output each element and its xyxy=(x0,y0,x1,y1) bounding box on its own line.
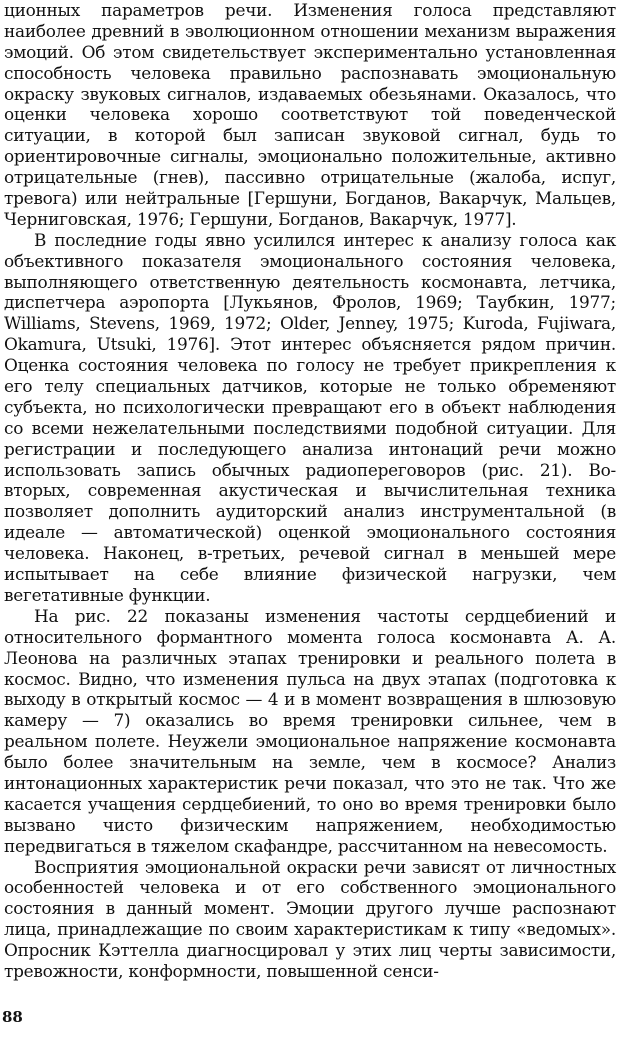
paragraph-2: В последние годы явно усилился интерес к анализу голоса как объективного показателя эмоционального состояния человека, выполняющего ответственную деятельность космонавта, летчика, диспетчера аэропорта [Лукьянов, Фролов, 1969; Таубкин, 1977; Williams, Stevens, 1969, 1972; Older, Jenney, 1975; Kuroda, Fujiwara, Okamura, Utsuki, 1976]. Этот интерес объясняется рядом причин. Оценка состояния человека по голосу не требует прикрепления к его телу специальных датчиков, которые не только обременяют субъекта, но психологически превращают его в объект наблюдения со всеми нежелательными последствиями подобной ситуации. Для регистрации и последующего анализа интонаций речи можно использовать запись обычных радиопереговоров (рис. 21). Во-вторых, современная акустическая и вычислительная техника позволяет дополнить аудиторский анализ инструментальной (в идеале — автоматической) оценкой эмоционального состояния человека. Наконец, в-третьих, речевой сигнал в меньшей мере испытывает на себе влияние физической нагрузки, чем вегетативные функции. xyxy=(4,229,616,605)
paragraph-4: Восприятия эмоциональной окраски речи зависят от личностных особенностей человека и от его собственного эмоционального состояния в данный момент. Эмоции другого лучше распознают лица, принадлежащие по своим характеристикам к типу «ведомых». Опросник Кэттелла диагносцировал у этих лиц черты зависимости, тревожности, конформности, повышенной сенси- xyxy=(4,856,616,981)
book-page xyxy=(4,0,616,1053)
page-number: 88 xyxy=(2,1008,23,1026)
paragraph-1: ционных параметров речи. Изменения голоса представляют наиболее древний в эволюционном отношении механизм выражения эмоций. Об этом свидетельствует экспериментально установленная способность человека правильно распознавать эмоциональную окраску звуковых сигналов, издаваемых обезьянами. Оказалось, что оценки человека хорошо соответствуют той поведенческой ситуации, в которой был записан звуковой сигнал, будь то ориентировочные сигналы, эмоционально положительные, активно отрицательные (гнев), пассивно отрицательные (жалоба, испуг, тревога) или нейтральные [Гершуни, Богданов, Вакарчук, Мальцев, Черниговская, 1976; Гершуни, Богданов, Вакарчук, 1977]. xyxy=(4,0,616,229)
paragraph-3: На рис. 22 показаны изменения частоты сердцебиений и относительного формантного момента голоса космонавта А. А. Леонова на различных этапах тренировки и реального полета в космос. Видно, что изменения пульса на двух этапах (подготовка к выходу в открытый космос — 4 и в момент возвращения в шлюзовую камеру — 7) оказались во время тренировки сильнее, чем в реальном полете. Неужели эмоциональное напряжение космонавта было более значительным на земле, чем в космосе? Анализ интонационных характеристик речи показал, что это не так. Что же касается учащения сердцебиений, то оно во время тренировки было вызвано чисто физическим напряжением, необходимостью передвигаться в тяжелом скафандре, рассчитанном на невесомость. xyxy=(4,605,616,856)
